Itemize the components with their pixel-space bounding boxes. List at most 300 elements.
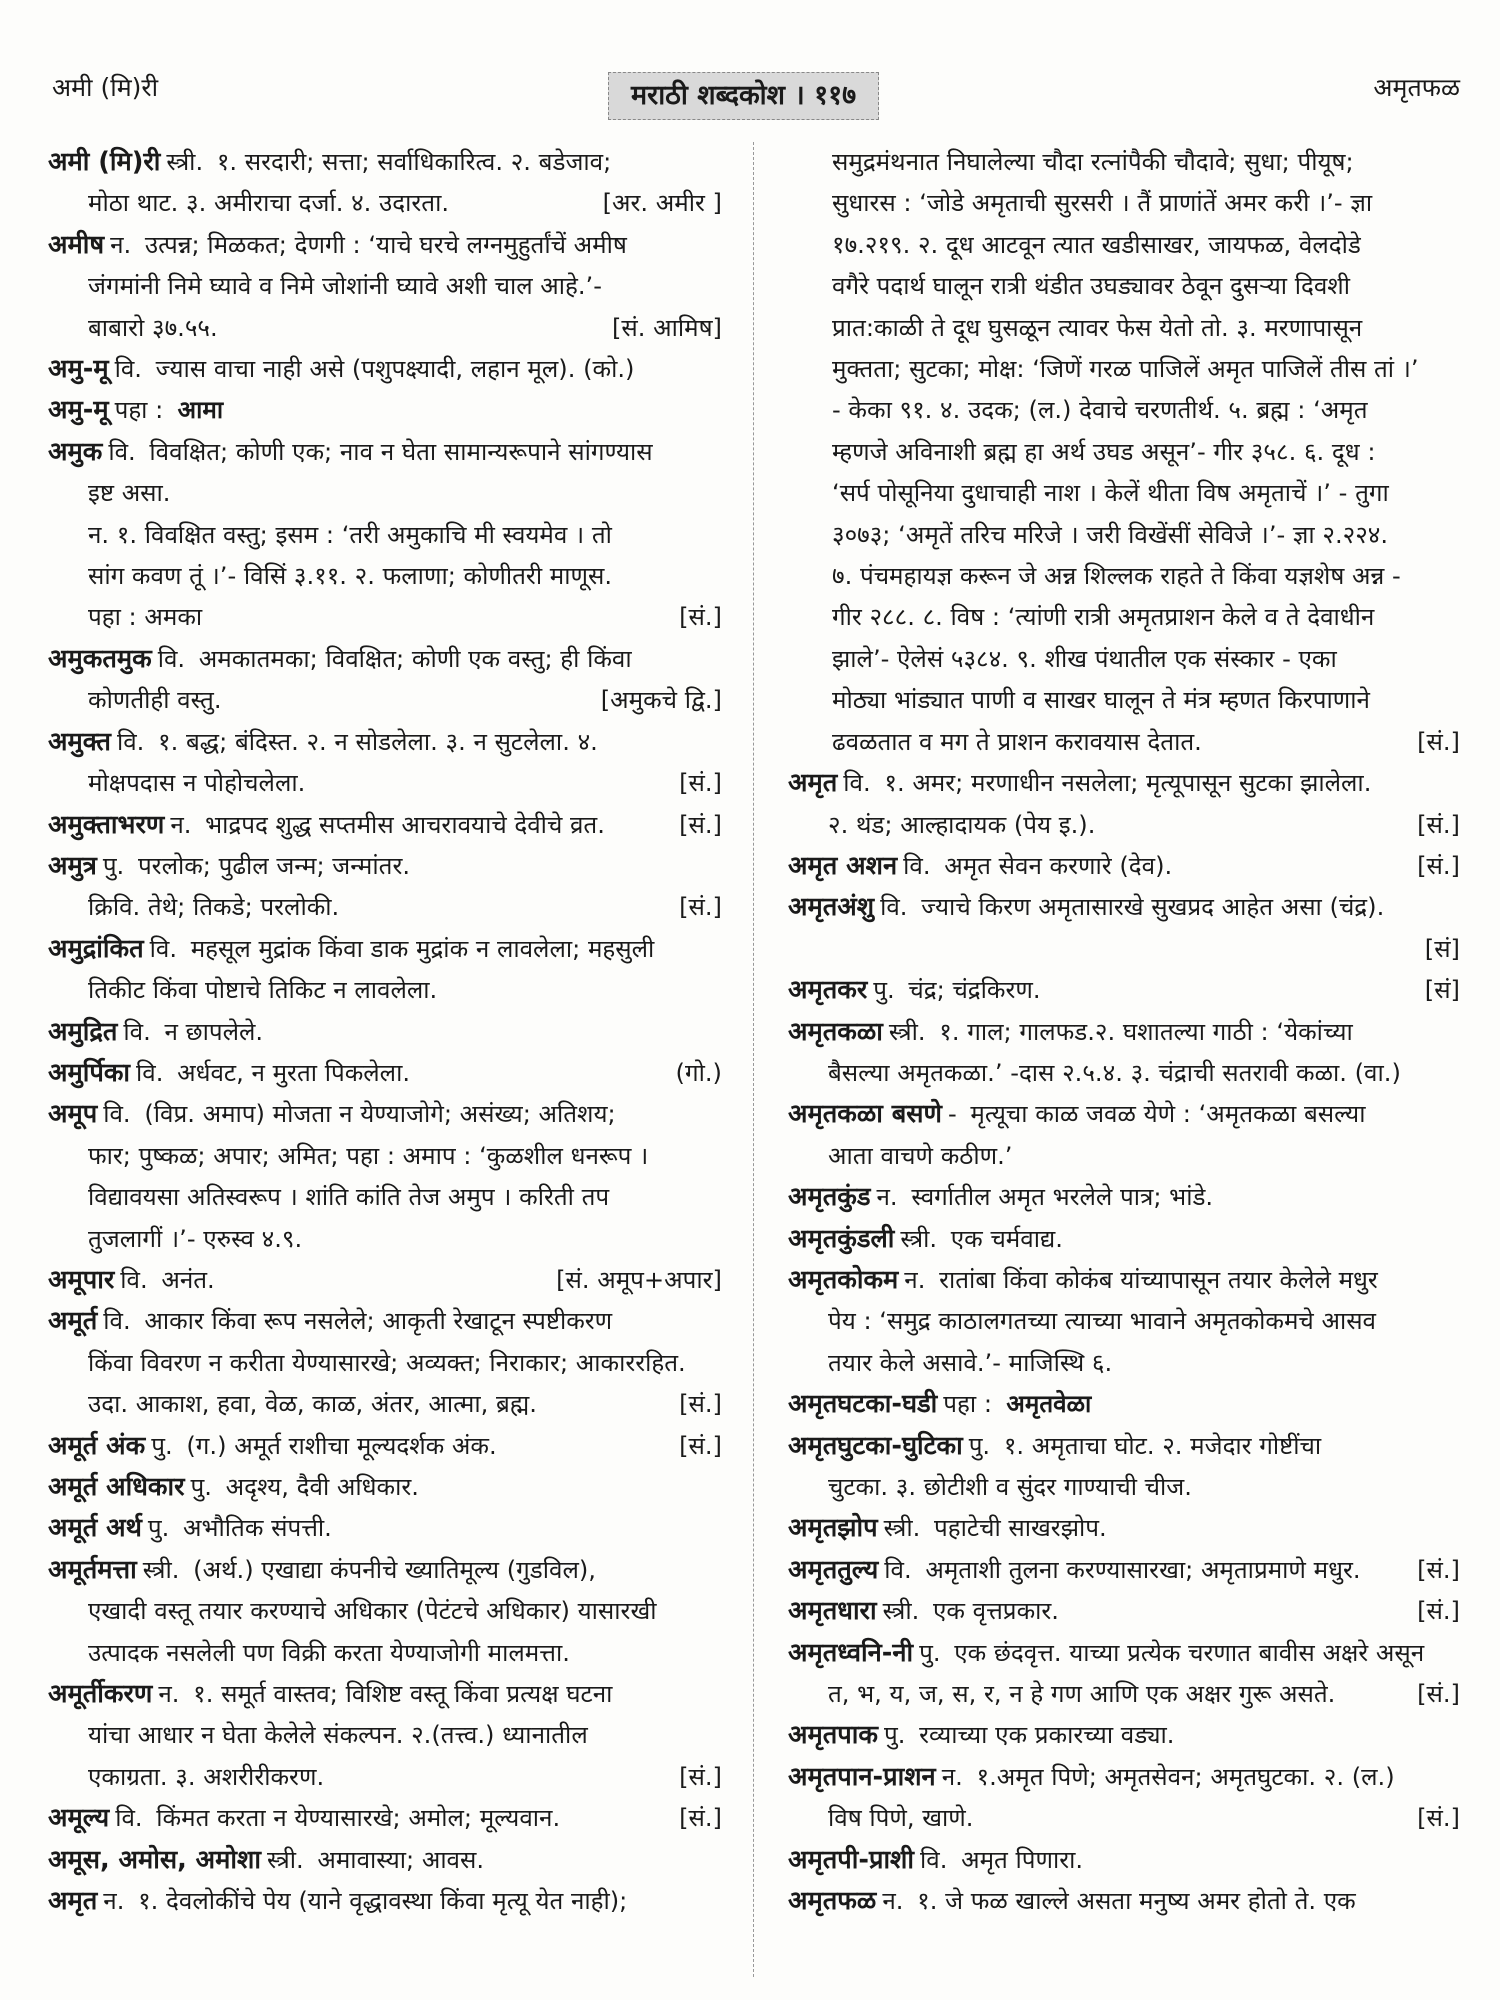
etymology-ref: [सं.] bbox=[1417, 1680, 1460, 1709]
part-of-speech: पहा : bbox=[114, 396, 164, 425]
entry-first-line bbox=[48, 1426, 722, 1467]
dictionary-entry bbox=[788, 1219, 1460, 1260]
entry-first-line bbox=[788, 1840, 1460, 1881]
headword: अमूल्य bbox=[48, 1803, 110, 1834]
etymology-ref: [सं.] bbox=[679, 603, 722, 632]
entry-first-line bbox=[788, 1260, 1460, 1301]
entry-line-text: तुजलागीं ।’- एरुस्व ४.९. bbox=[88, 1224, 303, 1253]
definition-text: पहाटेची साखरझोप. bbox=[926, 1514, 1107, 1543]
part-of-speech: वि. bbox=[116, 727, 145, 756]
entry-continuation-line bbox=[48, 1343, 722, 1384]
definition-text: १. गाल; गालफड.२. घशातल्या गाठी : ‘येकांच्या bbox=[931, 1017, 1353, 1046]
entry-continuation-line bbox=[788, 805, 1460, 846]
entry-continuation-line bbox=[788, 308, 1460, 349]
dictionary-entry bbox=[48, 1053, 722, 1094]
headword: अमीष bbox=[48, 229, 105, 260]
entry-continuation-line bbox=[788, 1136, 1460, 1177]
etymology-ref: [सं.] bbox=[679, 1431, 722, 1460]
entry-continuation-line bbox=[788, 1674, 1460, 1715]
part-of-speech: पु. bbox=[147, 1514, 170, 1543]
dictionary-entry bbox=[48, 846, 722, 929]
etymology-ref: [सं. अमूप+अपार] bbox=[556, 1265, 722, 1294]
headword: अमूर्तमत्ता bbox=[48, 1554, 137, 1585]
entry-continuation-line bbox=[788, 473, 1460, 514]
definition-text: एक चर्मवाद्य. bbox=[943, 1224, 1063, 1253]
headword: अमूर्त अंक bbox=[48, 1430, 146, 1461]
entry-line-text: मोक्षपदास न पोहोचलेला. bbox=[88, 769, 306, 798]
part-of-speech: वि. bbox=[115, 1804, 143, 1833]
part-of-speech: वि. bbox=[157, 644, 186, 673]
etymology-ref: [सं.] bbox=[679, 810, 722, 839]
part-of-speech: स्त्री. bbox=[882, 1597, 920, 1626]
dictionary-entry bbox=[48, 1674, 722, 1798]
entry-continuation-line bbox=[48, 1715, 722, 1756]
part-of-speech: स्त्री. bbox=[266, 1845, 304, 1874]
part-of-speech: पु. bbox=[919, 1638, 941, 1667]
headword: अमृतघटका-घडी bbox=[788, 1389, 938, 1420]
entry-continuation-line bbox=[788, 266, 1460, 307]
definition-text: (विप्र. अमाप) मोजता न येण्याजोगे; असंख्य; अतिशय; bbox=[136, 1100, 616, 1129]
part-of-speech: न. bbox=[941, 1762, 963, 1791]
entry-continuation-line bbox=[48, 1633, 722, 1674]
headword: अमूप bbox=[48, 1099, 98, 1130]
etymology-ref: [सं.] bbox=[1417, 1597, 1460, 1626]
entry-continuation-line bbox=[48, 1136, 722, 1177]
entry-continuation-line bbox=[788, 390, 1460, 431]
definition-text: १. देवलोकींचे पेय (याने वृद्धावस्था किंवा मृत्यू येत नाही); bbox=[130, 1887, 628, 1916]
cross-reference: अमृतवेळा bbox=[997, 1390, 1092, 1419]
headword: अमृततुल्य bbox=[788, 1554, 879, 1585]
part-of-speech: न. bbox=[158, 1680, 180, 1709]
etymology-ref: [सं.] bbox=[1417, 851, 1460, 880]
definition-text: अनंत. bbox=[153, 1265, 215, 1294]
entry-first-line bbox=[48, 432, 722, 473]
dictionary-entry bbox=[48, 1840, 722, 1881]
entry-line-text: उत्पादक नसलेली पण विक्री करता येण्याजोगी मालमत्ता. bbox=[88, 1638, 570, 1667]
entry-line-text: मुक्तता; सुटका; मोक्ष: ‘जिणें गरळ पाजिलें अमृत पाजिलें तीस तां ।’ bbox=[832, 355, 1419, 384]
headword: अमुर्पिका bbox=[48, 1057, 131, 1088]
entry-first-line bbox=[788, 846, 1460, 887]
entry-first-line bbox=[48, 142, 722, 183]
entry-continuation-line bbox=[48, 597, 722, 638]
entry-first-line bbox=[48, 1094, 722, 1135]
entry-continuation-line bbox=[48, 1177, 722, 1218]
part-of-speech: वि. bbox=[103, 1100, 131, 1129]
entry-continuation-line bbox=[788, 556, 1460, 597]
part-of-speech: पु. bbox=[151, 1431, 173, 1460]
headword: अमुद्रित bbox=[48, 1016, 118, 1047]
dictionary-entry bbox=[788, 142, 1460, 763]
dictionary-entry bbox=[48, 805, 722, 846]
part-of-speech: वि. bbox=[843, 769, 871, 798]
headword: अमृतध्वनि-नी bbox=[788, 1637, 914, 1668]
dictionary-entry bbox=[48, 1012, 722, 1053]
entry-continuation-line bbox=[788, 639, 1460, 680]
entry-line-text: ‘सर्प पोसूनिया दुधाचाही नाश । केलें थीता विष अमृताचें ।’ - तुगा bbox=[832, 479, 1389, 508]
entry-line-text: चुटका. ३. छोटीशी व सुंदर गाण्याची चीज. bbox=[828, 1473, 1192, 1501]
entry-continuation-line bbox=[788, 349, 1460, 390]
dictionary-entry bbox=[788, 1591, 1460, 1632]
headword: अमृतकुंड bbox=[788, 1182, 871, 1213]
part-of-speech: पु. bbox=[190, 1473, 212, 1501]
entry-first-line bbox=[48, 1260, 722, 1301]
entry-line-text: पहा : अमका bbox=[88, 603, 203, 632]
entry-first-line bbox=[48, 1840, 722, 1881]
running-head-left: अमी (मि)री bbox=[52, 73, 159, 102]
definition-text: अमावास्या; आवस. bbox=[309, 1845, 485, 1874]
part-of-speech: वि. bbox=[920, 1845, 948, 1874]
entry-line-text: न. १. विवक्षित वस्तु; इसम : ‘तरी अमुकाचि मी स्वयमेव । तो bbox=[88, 520, 612, 549]
part-of-speech: न. bbox=[876, 1183, 898, 1212]
entry-continuation-line bbox=[788, 597, 1460, 638]
dictionary-entry bbox=[48, 142, 722, 225]
entry-first-line bbox=[48, 1012, 722, 1053]
dictionary-entry bbox=[788, 1840, 1460, 1881]
entry-continuation-line bbox=[48, 266, 722, 307]
entry-first-line bbox=[788, 1384, 1460, 1425]
part-of-speech: वि. bbox=[880, 893, 908, 922]
entry-continuation-line bbox=[788, 515, 1460, 556]
headword: अमृतफळ bbox=[788, 1886, 877, 1917]
entry-line-text: सुधारस : ‘जोडे अमृताची सुरसरी । तैं प्राणांतें अमर करी ।’- ज्ञा bbox=[832, 189, 1373, 218]
dictionary-entry bbox=[48, 1094, 722, 1260]
headword: अमृत अशन bbox=[788, 850, 898, 881]
definition-text: रातांबा किंवा कोकंब यांच्यापासून तयार केलेले मधुर bbox=[931, 1265, 1378, 1294]
entry-line-text: म्हणजे अविनाशी ब्रह्म हा अर्थ उघड असून’- गीर ३५८. ६. दूध : bbox=[832, 437, 1376, 466]
entry-first-line bbox=[788, 970, 1460, 1011]
entry-first-line bbox=[48, 1053, 722, 1094]
headword: अमुक्ताभरण bbox=[48, 809, 165, 840]
entry-line-text: गीर २८८. ८. विष : ‘त्यांणी रात्री अमृतप्राशन केले व ते देवाधीन bbox=[832, 603, 1375, 632]
headword: अमृत bbox=[48, 1886, 98, 1917]
etymology-ref: [सं.] bbox=[679, 1804, 722, 1833]
headword: अमृतकोकम bbox=[788, 1264, 899, 1295]
entry-continuation-line bbox=[48, 1591, 722, 1632]
dictionary-entry bbox=[48, 929, 722, 1012]
dictionary-entry bbox=[48, 1798, 722, 1839]
left-column bbox=[48, 142, 722, 1922]
headword: अमृतकळा बसणे bbox=[788, 1099, 942, 1130]
dictionary-entry bbox=[788, 1550, 1460, 1591]
etymology-ref: [सं.] bbox=[679, 893, 722, 922]
headword: अमृतकळा bbox=[788, 1016, 883, 1047]
page-title: मराठी शब्दकोश । ११७ bbox=[608, 72, 879, 120]
entry-line-text: तयार केले असावे.’- माजिस्थि ६. bbox=[828, 1348, 1113, 1377]
headword: अमृतअंशु bbox=[788, 892, 875, 923]
etymology-ref: [अर. अमीर ] bbox=[602, 189, 722, 218]
headword: अमु-मू bbox=[48, 395, 109, 426]
headword: अमूर्तीकरण bbox=[48, 1679, 153, 1710]
entry-first-line bbox=[788, 1591, 1460, 1632]
entry-first-line bbox=[48, 1508, 722, 1549]
dictionary-entry bbox=[788, 887, 1460, 970]
headword: अमृतघुटका-घुटिका bbox=[788, 1430, 963, 1461]
part-of-speech: वि. bbox=[120, 1265, 148, 1294]
entry-first-line bbox=[48, 929, 722, 970]
entry-line-text: एखादी वस्तू तयार करण्याचे अधिकार (पेटंटचे अधिकार) यासारखी bbox=[88, 1597, 657, 1626]
entry-line-text: पेय : ‘समुद्र काठालगतच्या त्याच्या भावाने अमृतकोकमचे आसव bbox=[828, 1307, 1376, 1336]
etymology-ref: [सं.] bbox=[679, 1762, 722, 1791]
definition-text: रव्याच्या एक प्रकारच्या वड्या. bbox=[911, 1721, 1175, 1750]
part-of-speech: - bbox=[947, 1100, 957, 1129]
definition-text: १. समूर्त वास्तव; विशिष्ट वस्तू किंवा प्रत्यक्ष घटना bbox=[185, 1680, 613, 1709]
definition-text: स्वर्गातील अमृत भरलेले पात्र; भांडे. bbox=[903, 1183, 1214, 1212]
entry-line-text: ३०७३; ‘अमृतें तरिच मरिजे । जरी विखेंसीं सेविजे ।’- ज्ञा २.२२४. bbox=[832, 520, 1389, 549]
entry-first-line bbox=[788, 1881, 1460, 1922]
definition-text: (ग.) अमूर्त राशीचा मूल्यदर्शक अंक. bbox=[178, 1431, 497, 1460]
definition-text: १. बद्ध; बंदिस्त. २. न सोडलेला. ३. न सुटलेला. ४. bbox=[150, 727, 598, 756]
etymology-ref: [सं] bbox=[1424, 934, 1460, 963]
part-of-speech: पु. bbox=[883, 1721, 906, 1750]
dictionary-entry bbox=[788, 1260, 1460, 1384]
entry-line-text: मोठा थाट. ३. अमीराचा दर्जा. ४. उदारता. bbox=[88, 189, 450, 218]
entry-continuation-line bbox=[48, 1219, 722, 1260]
entry-line-text: एकाग्रता. ३. अशरीरीकरण. bbox=[88, 1762, 325, 1791]
dictionary-entry bbox=[788, 1757, 1460, 1840]
entry-first-line bbox=[48, 225, 722, 266]
dictionary-entry bbox=[788, 1881, 1460, 1922]
entry-line-text: कोणतीही वस्तु. bbox=[88, 686, 222, 715]
entry-first-line bbox=[788, 1219, 1460, 1260]
entry-line-text: समुद्रमंथनात निघालेल्या चौदा रत्नांपैकी चौदावे; सुधा; पीयूष; bbox=[832, 148, 1354, 176]
part-of-speech: वि. bbox=[114, 355, 142, 384]
dictionary-entry bbox=[788, 763, 1460, 846]
entry-line-text: मोठ्या भांड्यात पाणी व साखर घालून ते मंत्र म्हणत किरपाणाने bbox=[832, 686, 1370, 715]
entry-first-line bbox=[48, 1674, 722, 1715]
entry-line-text: उदा. आकाश, हवा, वेळ, काळ, अंतर, आत्मा, ब्रह्म. bbox=[88, 1390, 537, 1419]
headword: अमुक्त bbox=[48, 726, 111, 757]
entry-line-text: ढवळतात व मग ते प्राशन करावयास देतात. bbox=[832, 727, 1202, 756]
part-of-speech: वि. bbox=[108, 437, 136, 466]
dictionary-entry bbox=[788, 1094, 1460, 1177]
entry-first-line bbox=[788, 1177, 1460, 1218]
definition-text: अर्धवट, न मुरता पिकलेला. bbox=[169, 1058, 411, 1087]
part-of-speech: पु. bbox=[873, 976, 895, 1005]
headword: अमूस, अमोस, अमोशा bbox=[48, 1844, 261, 1875]
definition-text: ज्यास वाचा नाही असे (पशुपक्ष्यादी, लहान मूल). (को.) bbox=[147, 355, 635, 384]
dictionary-entry bbox=[48, 349, 722, 390]
entry-first-line bbox=[48, 1550, 722, 1591]
headword: अमूपार bbox=[48, 1264, 115, 1295]
entry-line-text: विष पिणे, खाणे. bbox=[828, 1804, 974, 1833]
entry-first-line bbox=[788, 1757, 1460, 1798]
definition-text: महसूल मुद्रांक किंवा डाक मुद्रांक न लावलेला; महसुली bbox=[183, 934, 655, 963]
headword: अमूर्त अधिकार bbox=[48, 1472, 185, 1502]
entry-continuation-line bbox=[48, 473, 722, 514]
definition-text: १. जे फळ खाल्ले असता मनुष्य अमर होतो ते. एक bbox=[909, 1887, 1356, 1916]
etymology-ref: [सं.] bbox=[679, 769, 722, 798]
running-head-right: अमृतफळ bbox=[1373, 73, 1460, 102]
entry-continuation-line bbox=[48, 970, 722, 1011]
entry-continuation-line bbox=[48, 515, 722, 556]
entry-first-line bbox=[788, 763, 1460, 804]
entry-first-line bbox=[48, 639, 722, 680]
definition-text: १. सरदारी; सत्ता; सर्वाधिकारित्व. २. बडेजाव; bbox=[209, 148, 612, 176]
dictionary-entry bbox=[48, 1881, 722, 1922]
part-of-speech: स्त्री. bbox=[883, 1514, 921, 1543]
entry-line-text: सांग कवण तूं ।’- विसिं ३.११. २. फलाणा; कोणीतरी माणूस. bbox=[88, 562, 613, 591]
definition-text: एक वृत्तप्रकार. bbox=[925, 1597, 1059, 1626]
definition-text: अभौतिक संपत्ती. bbox=[175, 1514, 332, 1543]
headword: अमृतपाक bbox=[788, 1720, 878, 1751]
headword: अमृतधारा bbox=[788, 1596, 877, 1627]
dictionary-entry bbox=[48, 390, 722, 431]
dictionary-entry bbox=[48, 1260, 722, 1301]
dictionary-entry bbox=[48, 1467, 722, 1508]
entry-first-line bbox=[48, 349, 722, 390]
part-of-speech: स्त्री. bbox=[888, 1017, 926, 1046]
definition-text: अमृत पिणारा. bbox=[953, 1845, 1084, 1874]
definition-text: १. अमृताचा घोट. २. मजेदार गोष्टींचा bbox=[996, 1431, 1322, 1460]
definition-text: विवक्षित; कोणी एक; नाव न घेता सामान्यरूपाने सांगण्यास bbox=[141, 437, 653, 466]
part-of-speech: वि. bbox=[103, 1307, 131, 1336]
dictionary-entry bbox=[788, 970, 1460, 1011]
entry-first-line bbox=[48, 390, 722, 431]
definition-text: एक छंदवृत्त. याच्या प्रत्येक चरणात बावीस अक्षरे असून bbox=[946, 1638, 1425, 1667]
part-of-speech: वि. bbox=[123, 1017, 151, 1046]
part-of-speech: स्त्री. bbox=[166, 148, 204, 176]
etymology-ref: [सं] bbox=[1424, 976, 1460, 1005]
entry-continuation-line bbox=[788, 225, 1460, 266]
definition-text: १.अमृत पिणे; अमृतसेवन; अमृतघुटका. २. (ल.) bbox=[968, 1762, 1395, 1791]
headword: अमुक bbox=[48, 436, 103, 467]
entry-continuation-line bbox=[48, 1384, 722, 1425]
entry-continuation-line bbox=[48, 1757, 722, 1798]
headword: अमृतझोप bbox=[788, 1513, 878, 1544]
headword: अमु-मू bbox=[48, 354, 109, 385]
entry-continuation-line bbox=[48, 308, 722, 349]
part-of-speech: पु. bbox=[968, 1431, 991, 1460]
headword: अमृतपी-प्राशी bbox=[788, 1844, 914, 1875]
dictionary-entry bbox=[48, 225, 722, 349]
entry-line-text: किंवा विवरण न करीता येण्यासारखे; अव्यक्त; निराकार; आकाररहित. bbox=[88, 1348, 686, 1377]
definition-text: (अर्थ.) एखाद्या कंपनीचे ख्यातिमूल्य (गुडविल), bbox=[185, 1555, 596, 1584]
entry-continuation-line bbox=[48, 763, 722, 804]
entry-first-line bbox=[48, 805, 722, 846]
entry-continuation-line bbox=[48, 887, 722, 928]
headword: अमृत bbox=[788, 768, 838, 799]
dictionary-entry bbox=[48, 1508, 722, 1549]
entry-continuation-line bbox=[788, 432, 1460, 473]
part-of-speech: वि. bbox=[136, 1058, 164, 1087]
entry-first-line bbox=[788, 1012, 1460, 1053]
part-of-speech: न. bbox=[110, 230, 132, 259]
entry-continuation-line bbox=[788, 1053, 1460, 1094]
definition-text: भाद्रपद शुद्ध सप्तमीस आचरावयाचे देवीचे व्रत. bbox=[197, 810, 605, 839]
entry-continuation-line bbox=[788, 1798, 1460, 1839]
entry-first-line bbox=[788, 1715, 1460, 1756]
entry-line-text: २. थंड; आल्हादायक (पेय इ.). bbox=[828, 810, 1096, 839]
definition-text: उत्पन्न; मिळकत; देणगी : ‘याचे घरचे लग्नमुहुर्तांचें अमीष bbox=[137, 230, 627, 259]
entry-first-line bbox=[48, 1301, 722, 1342]
entry-line-text: जंगमांनी निमे घ्यावे व निमे जोशांनी घ्यावे अशी चाल आहे.’- bbox=[88, 272, 602, 301]
headword: अमुकतमुक bbox=[48, 643, 152, 674]
definition-text: १. अमर; मरणाधीन नसलेला; मृत्यूपासून सुटका झालेला. bbox=[876, 769, 1372, 798]
entry-continuation-line bbox=[48, 680, 722, 721]
entry-line-text: आता वाचणे कठीण.’ bbox=[828, 1141, 1013, 1170]
column-divider bbox=[753, 142, 754, 1977]
part-of-speech: वि. bbox=[149, 934, 178, 963]
headword: अमुद्रांकित bbox=[48, 933, 144, 964]
entry-line-text: तिकीट किंवा पोष्टाचे तिकिट न लावलेला. bbox=[88, 976, 438, 1005]
entry-first-line bbox=[788, 1633, 1460, 1674]
etymology-ref: [सं.] bbox=[1417, 1555, 1460, 1584]
dictionary-entry bbox=[788, 1384, 1460, 1425]
entry-first-line bbox=[48, 722, 722, 763]
definition-text: आकार किंवा रूप नसलेले; आकृती रेखाटून स्पष्टीकरण bbox=[136, 1307, 613, 1336]
definition-text: अमकातमका; विवक्षित; कोणी एक वस्तु; ही किंवा bbox=[191, 644, 632, 673]
headword: अमुत्र bbox=[48, 850, 97, 881]
entry-first-line bbox=[788, 1094, 1460, 1135]
entry-line-text: विद्यावयसा अतिस्वरूप । शांति कांति तेज अमुप । करिती तप bbox=[88, 1183, 610, 1212]
entry-continuation-line bbox=[788, 680, 1460, 721]
entry-line-text: - केका ९१. ४. उदक; (ल.) देवाचे चरणतीर्थ. ५. ब्रह्म : ‘अमृत bbox=[832, 396, 1368, 425]
dictionary-entry bbox=[48, 432, 722, 639]
entry-continuation-line bbox=[788, 1343, 1460, 1384]
entry-line-text: क्रिवि. तेथे; तिकडे; परलोकी. bbox=[88, 893, 340, 922]
definition-text: अमृत सेवन करणारे (देव). bbox=[936, 851, 1173, 880]
part-of-speech: पहा : bbox=[943, 1390, 992, 1419]
right-column bbox=[788, 142, 1460, 1922]
part-of-speech: पु. bbox=[102, 851, 125, 880]
dictionary-entry bbox=[788, 846, 1460, 887]
entry-line-text: १७.२१९. २. दूध आटवून त्यात खडीसाखर, जायफळ, वेलदोडे bbox=[832, 230, 1361, 259]
etymology-ref: [सं. आमिष] bbox=[611, 313, 722, 342]
etymology-ref: [सं.] bbox=[679, 1390, 722, 1419]
headword: अमृतपान-प्राशन bbox=[788, 1761, 936, 1792]
part-of-speech: न. bbox=[882, 1887, 904, 1916]
entry-line-text: झाले’- ऐलेसं ५३८४. ९. शीख पंथातील एक संस्कार - एका bbox=[832, 644, 1337, 673]
entry-continuation-line bbox=[788, 722, 1460, 763]
definition-text: परलोक; पुढील जन्म; जन्मांतर. bbox=[130, 851, 411, 880]
part-of-speech: वि. bbox=[903, 851, 931, 880]
entry-continuation-line bbox=[48, 556, 722, 597]
dictionary-entry bbox=[48, 722, 722, 805]
entry-first-line bbox=[48, 1798, 722, 1839]
definition-text: न छापलेले. bbox=[156, 1017, 264, 1046]
entry-line-text: बैसल्या अमृतकळा.’ -दास २.५.४. ३. चंद्राची सतरावी कळा. (वा.) bbox=[828, 1058, 1401, 1087]
entry-first-line bbox=[48, 1881, 722, 1922]
entry-continuation-line bbox=[788, 1467, 1460, 1508]
definition-text: किंमत करता न येण्यासारखे; अमोल; मूल्यवान. bbox=[148, 1804, 561, 1833]
definition-text: मृत्यूचा काळ जवळ येणे : ‘अमृतकळा बसल्या bbox=[962, 1100, 1366, 1129]
entry-line-text: यांचा आधार न घेता केलेले संकल्पन. २.(तत्त्व.) ध्यानातील bbox=[88, 1721, 588, 1750]
entry-line-text: फार; पुष्कळ; अपार; अमित; पहा : अमाप : ‘कुळशील धनरूप । bbox=[88, 1141, 649, 1170]
etymology-ref: (गो.) bbox=[675, 1058, 722, 1087]
dictionary-entry bbox=[48, 1301, 722, 1425]
etymology-ref: [सं.] bbox=[1417, 727, 1460, 756]
part-of-speech: न. bbox=[170, 810, 192, 839]
dictionary-entry bbox=[48, 1550, 722, 1674]
entry-line-text: बाबारो ३७.५५. bbox=[88, 313, 218, 342]
part-of-speech: वि. bbox=[884, 1555, 912, 1584]
dictionary-entry bbox=[48, 639, 722, 722]
entry-continuation-line bbox=[788, 183, 1460, 224]
headword: अमृतकर bbox=[788, 975, 868, 1006]
part-of-speech: स्त्री. bbox=[142, 1555, 180, 1584]
dictionary-entry bbox=[788, 1012, 1460, 1095]
entry-line-text: वगैरे पदार्थ घालून रात्री थंडीत उघड्यावर ठेवून दुसऱ्या दिवशी bbox=[832, 272, 1350, 301]
definition-text: ज्याचे किरण अमृतासारखे सुखप्रद आहेत असा (चंद्र). bbox=[913, 893, 1385, 922]
definition-text: अदृश्य, दैवी अधिकार. bbox=[217, 1473, 419, 1501]
part-of-speech: न. bbox=[103, 1887, 125, 1916]
entry-first-line bbox=[788, 1550, 1460, 1591]
definition-text: चंद्र; चंद्रकिरण. bbox=[900, 976, 1041, 1005]
dictionary-entry bbox=[788, 1426, 1460, 1509]
entry-continuation-line bbox=[788, 142, 1460, 183]
etymology-ref: [अमुकचे द्वि.] bbox=[600, 686, 722, 715]
entry-first-line bbox=[788, 1426, 1460, 1467]
